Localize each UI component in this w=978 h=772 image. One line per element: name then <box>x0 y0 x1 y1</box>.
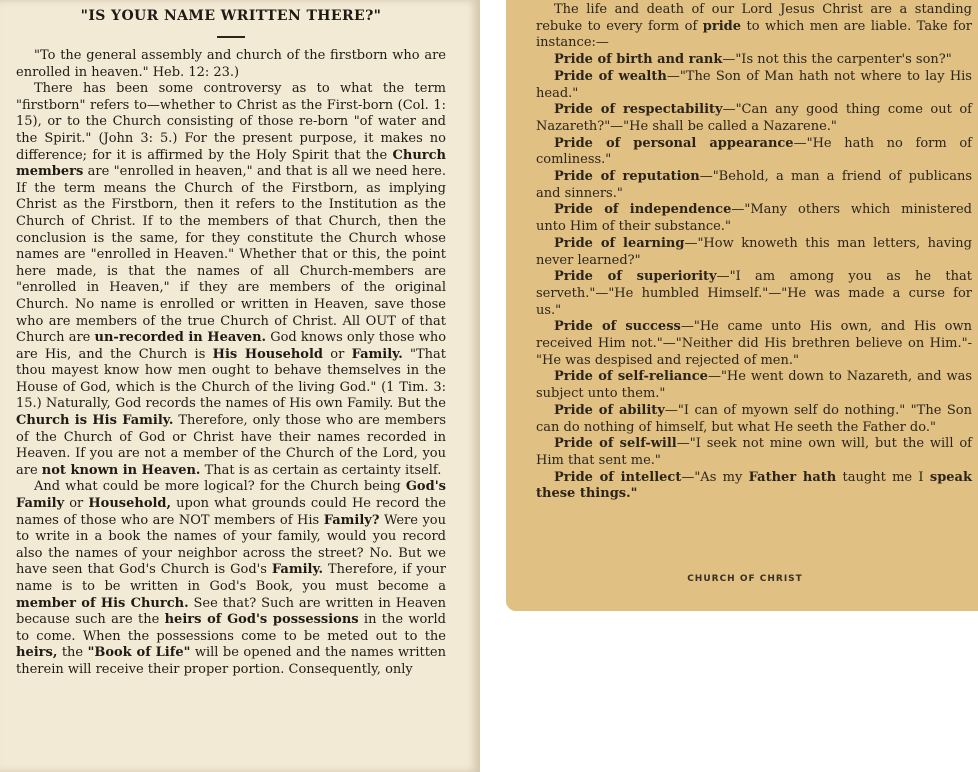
bold-phrase: Pride of success <box>554 319 681 335</box>
bold-phrase: Family? <box>323 512 380 528</box>
pride-item: Pride of respectability—"Can any good thing come out of Nazareth?"—"He shall be called a Nazarene." <box>536 102 972 134</box>
pride-item: Pride of independence—"Many others which ministered unto Him of their substance." <box>536 202 972 235</box>
pride-item: Pride of learning—"How knoweth this man letters, having never learned?" <box>536 235 973 268</box>
bold-phrase: un-recorded in Heaven. <box>94 330 267 346</box>
left-paragraph: There has been some controversy as to what the term "firstborn" refers to—whether to Christ as the First-born (Col. 1: 15), or to the Church consisting of those re-born "of water and the Spirit." (John 3: 5.) For the present purpose, it makes no difference; for it is affirmed by the Holy Spirit that the Church members are "enrolled in heaven," and that is all we need here. If the term means the Church of the Firstborn, as implying Christ as the Firstborn, then it refers to the Institution as the Church of Christ. If to the members of that Church, then the conclusion is the same, for they constitute the Church whose names are "enrolled in Heaven." Whether that or this, the point here made, is that the names of all Church-members are "enrolled in Heaven," if they are members of the original Church. No name is enrolled or written in Heaven, save those who are members of the true Church of Christ. All OUT of that Church are un-recorded in Heaven. God knows only those who are His, and the Church is His Household or Family. "That thou mayest know how men ought to behave themselves in the House of God, which is the Church of the living God." (1 Tim. 3: 15.) Naturally, God records the names of His own Family. But the Church is His Family. Therefore, only those who are members of the Church of God or Christ have their names recorded in Heaven. If you are not a member of the Church of the Lord, you are not known in Heaven. That is as certain as certainty itself. <box>16 81 447 478</box>
bold-phrase: Pride of ability <box>554 402 665 418</box>
page-gutter <box>480 0 508 772</box>
pride-item: Pride of success—"He came unto His own, and His own received Him not."—"Neither did His brethren believe on Him."-"He was despised and rejected of men." <box>536 319 972 368</box>
bold-phrase: God's Family <box>16 479 446 512</box>
bold-phrase: Family. <box>351 346 403 362</box>
bold-phrase: Church is His Family. <box>16 413 174 429</box>
bold-phrase: "Book of Life" <box>87 645 191 661</box>
bold-phrase: Family. <box>271 562 324 578</box>
bold-phrase: heirs of God's possessions <box>164 612 359 628</box>
bold-phrase: Pride of superiority <box>554 269 717 285</box>
pride-item: Pride of self-will—"I seek not mine own will, but the will of Him that sent me." <box>536 436 972 468</box>
left-article <box>16 8 446 679</box>
bold-phrase: member of His Church. <box>16 595 189 611</box>
pride-item: Pride of reputation—"Behold, a man a friend of publicans and sinners." <box>536 169 972 201</box>
left-page <box>0 0 480 772</box>
pride-item: Pride of ability—"I can of myown self do nothing." "The Son can do nothing of himself, but what He seeth the Father do." <box>536 402 972 435</box>
right-page <box>506 0 978 611</box>
bold-phrase: Pride of personal appearance <box>554 135 794 151</box>
bold-phrase: Pride of self-reliance <box>554 369 708 385</box>
pride-item: Pride of self-reliance—"He went down to Nazareth, and was subject unto them." <box>536 369 972 402</box>
bold-phrase: Pride of wealth <box>554 68 667 84</box>
bold-phrase: His Household <box>212 346 323 362</box>
bold-phrase: not known in Heaven. <box>41 462 201 478</box>
bold-phrase: Pride of birth and rank <box>554 52 723 68</box>
bold-phrase: heirs, <box>16 645 58 661</box>
pride-item: Pride of birth and rank—"Is not this the carpenter's son?" <box>554 52 952 68</box>
pride-item: Pride of wealth—"The Son of Man hath not where to lay His head." <box>536 68 972 101</box>
publisher-footer: CHURCH OF CHRIST <box>687 574 803 584</box>
bold-phrase: Pride of intellect <box>554 469 682 485</box>
bold-phrase: Pride of independence <box>554 202 732 218</box>
bold-phrase: pride <box>702 18 741 34</box>
bold-phrase: Pride of respectability <box>554 102 723 118</box>
article-title: "IS YOUR NAME WRITTEN THERE?" <box>80 8 382 24</box>
pride-item: Pride of superiority—"I am among you as he that serveth."—"He humbled Himself."—"He was made a curse for us." <box>536 269 972 318</box>
bold-phrase: Church members <box>16 147 446 180</box>
pride-list <box>536 2 972 503</box>
bold-phrase: Pride of reputation <box>554 169 700 185</box>
bold-phrase: Household, <box>88 496 172 512</box>
bold-phrase: Father hath <box>748 469 837 485</box>
bold-phrase: speak these things." <box>536 469 972 502</box>
left-paragraph: And what could be more logical? for the Church being God's Family or Household, upon what grounds could He record the names of those who are NOT members of His Family? Were you to write in a book the names of your family, would you record also the names of your neighbor across the street? No. But we have seen that God's Church is God's Family. Therefore, if your name is to be written in God's Book, you must become a member of His Church. See that? Such are written in Heaven because such are the heirs of God's possessions in the world to come. When the possessions come to be meted out to the heirs, the "Book of Life" will be opened and the names written therein will receive their proper portion. Consequently, only <box>16 479 446 677</box>
scripture-quote: "To the general assembly and church of the firstborn who are enrolled in heaven." Heb. 12: 23.) <box>16 48 446 80</box>
bold-phrase: Pride of self-will <box>554 436 677 452</box>
intro-paragraph: The life and death of our Lord Jesus Christ are a standing rebuke to every form of pride to which men are liable. Take for instance:— <box>536 2 972 51</box>
pride-item: Pride of personal appearance—"He hath no form of comliness." <box>536 135 972 168</box>
bold-phrase: Pride of learning <box>554 235 685 251</box>
title-divider <box>217 36 245 38</box>
pride-item: Pride of intellect—"As my Father hath taught me I speak these things." <box>536 469 972 502</box>
